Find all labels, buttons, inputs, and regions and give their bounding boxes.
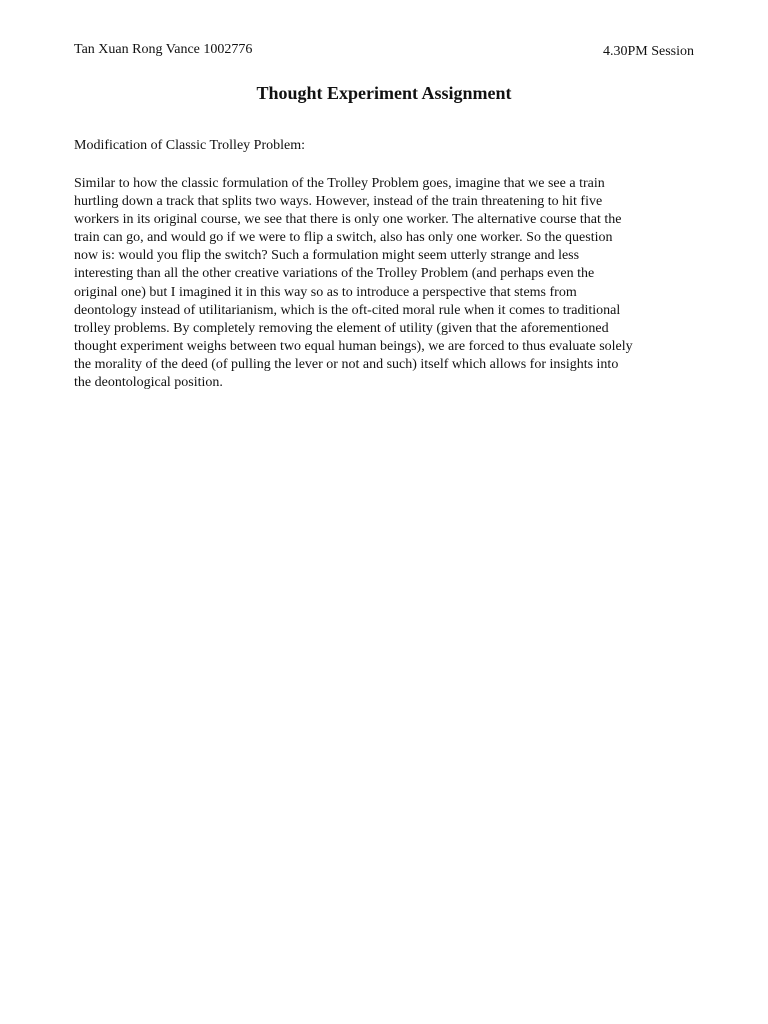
paragraph-line: deontology instead of utilitarianism, which is the oft-cited moral rule when it comes to traditional: [74, 302, 621, 318]
paragraph-line: the deontological position.: [74, 375, 223, 391]
paragraph-line: trolley problems. By completely removing the element of utility (given that the aforementioned: [74, 320, 609, 336]
paragraph-line: thought experiment weighs between two equal human beings), we are forced to thus evaluate solely: [74, 338, 633, 354]
author-line: Tan Xuan Rong Vance 1002776: [74, 42, 253, 57]
page-header: [74, 42, 694, 62]
paragraph-line: now is: would you flip the switch? Such a formulation might seem utterly strange and less: [74, 248, 580, 264]
document-title: Thought Experiment Assignment: [256, 83, 512, 103]
paragraph-line: the morality of the deed (of pulling the lever or not and such) itself which allows for insights into: [74, 356, 619, 372]
paragraph-line: Similar to how the classic formulation of the Trolley Problem goes, imagine that we see a train: [74, 176, 605, 191]
section-subheading: Modification of Classic Trolley Problem:: [74, 138, 305, 153]
body-paragraph: [74, 175, 696, 392]
paragraph-line: workers in its original course, we see that there is only one worker. The alternative course that the: [74, 212, 622, 228]
paragraph-line: train can go, and would go if we were to flip a switch, also has only one worker. So the question: [74, 230, 613, 246]
paragraph-line: original one) but I imagined it in this way so as to introduce a perspective that stems from: [74, 284, 577, 300]
paragraph-line: interesting than all the other creative variations of the Trolley Problem (and perhaps even the: [74, 266, 595, 282]
paragraph-line: hurtling down a track that splits two ways. However, instead of the train threatening to hit five: [74, 194, 603, 210]
session-label: 4.30PM Session: [602, 44, 694, 59]
